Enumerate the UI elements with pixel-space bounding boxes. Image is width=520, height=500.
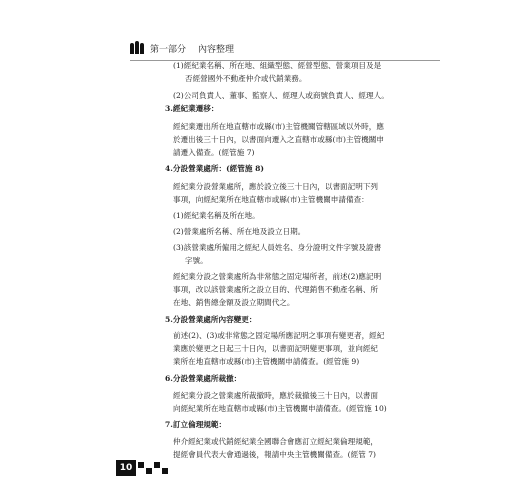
section-heading: 6.分設營業處所裁撤： — [165, 374, 242, 383]
body-line: 請遷入備查。(經管施 7) — [173, 148, 255, 157]
item-line: (1)經紀業名稱及所在地。 — [173, 211, 260, 220]
people-logo-icon — [130, 41, 144, 55]
item-line: 字號。 — [185, 256, 208, 265]
body-line: 仲介經紀業或代銷經紀業全國聯合會應訂立經紀業倫理規範， — [173, 437, 379, 446]
decor-square — [146, 468, 152, 474]
section-heading: 4.分設營業處所：(經管施 8) — [165, 164, 264, 173]
body-line: 經紀業遷出所在地直轄市或縣(市)主管機關管轄區域以外時，應 — [173, 122, 384, 131]
section-heading: 3.經紀業遷移： — [165, 104, 219, 113]
body-line: 經紀業分設營業處所，應於設立後三十日內，以書面記明下列 — [173, 182, 379, 191]
item-line: (2)公司負責人、董事、監察人、經理人或商號負責人、經理人。 — [173, 91, 389, 100]
body-line: 經紀業分設之營業處所裁撤時，應於裁撤後三十日內，以書面 — [173, 391, 379, 400]
page-number: 10 — [116, 460, 136, 476]
body-line: 前述(2)、(3)或非常態之固定場所應記明之事項有變更者，經紀 — [173, 331, 385, 340]
body-line: 事項，向經紀業所在地直轄市或縣(市)主管機關申請備查： — [173, 195, 369, 204]
item-line: (2)營業處所名稱、所在地及設立日期。 — [173, 227, 306, 236]
header-part: 第一部分 — [150, 44, 187, 55]
header-title: 內容整理 — [198, 44, 235, 55]
body-line: 於遷出後三十日內，以書面向遷入之直轄市或縣(市)主管機關申 — [173, 135, 384, 144]
body-line: 業所在地直轄市或縣(市)主管機關申請備查。(經管施 9) — [173, 357, 360, 366]
body-line: 提經會員代表大會通過後，報請中央主管機關備查。(經管 7) — [173, 450, 377, 459]
item-line: (3)該營業處所僱用之經紀人員姓名、身分證明文件字號及證書 — [173, 243, 382, 252]
body-line: 向經紀業所在地直轄市或縣(市)主管機關申請備查。(經管施 10) — [173, 404, 387, 413]
body-line: 事項，改以該營業處所之設立目的、代理銷售不動產名稱、所 — [173, 285, 379, 294]
decor-square — [162, 468, 168, 474]
item-line: (1)經紀業名稱、所在地、組織型態、經營型態、營業項目及是 — [173, 61, 382, 70]
body-line: 經紀業分設之營業處所為非常態之固定場所者，前述(2)應記明 — [173, 272, 382, 281]
body-line: 在地、銷售總金額及設立期間代之。 — [173, 298, 295, 307]
decor-square — [138, 462, 144, 468]
page-header — [130, 40, 234, 56]
section-heading: 5.分設營業處所內容變更： — [165, 315, 257, 324]
body-line: 業應於變更之日起三十日內，以書面記明變更事項，並向經紀 — [173, 344, 379, 353]
decor-square — [154, 462, 160, 468]
header-text — [150, 42, 234, 55]
item-line: 否經營國外不動產仲介或代銷業務。 — [185, 74, 307, 83]
section-heading: 7.訂立倫理規範： — [165, 420, 227, 429]
